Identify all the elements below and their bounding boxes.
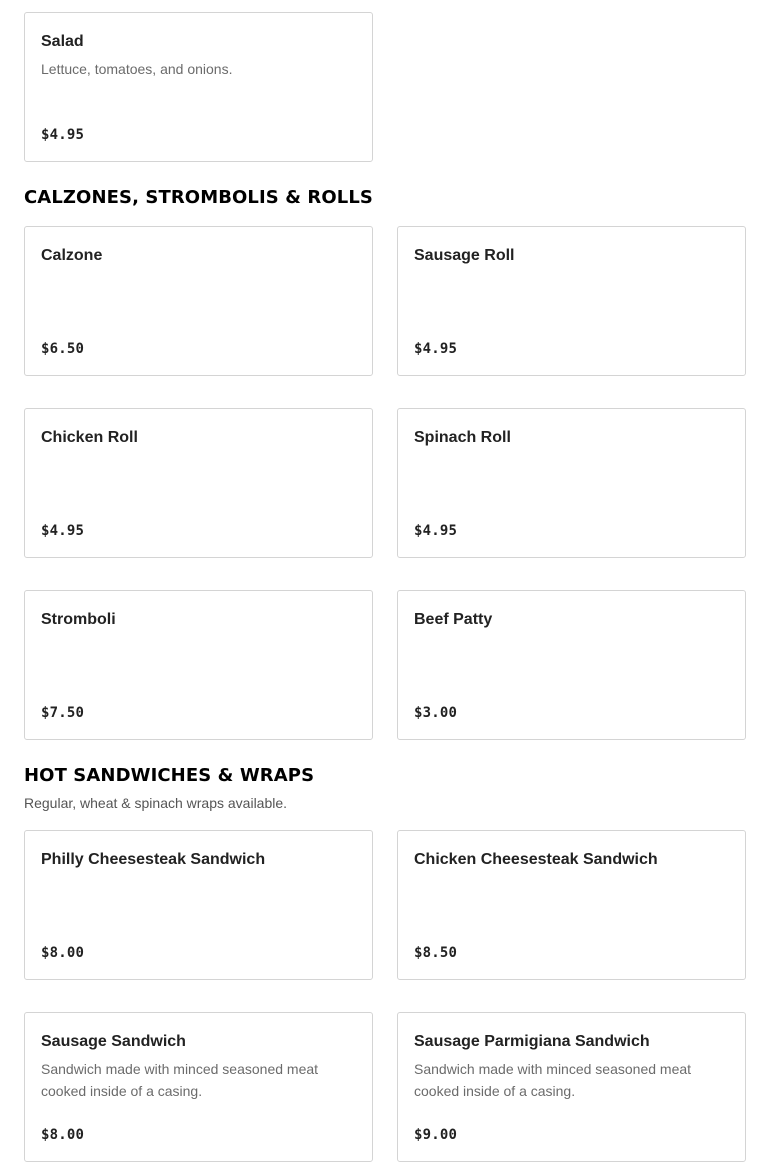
- menu-item-price: $8.00: [41, 945, 85, 961]
- menu-item-price: $7.50: [41, 705, 85, 721]
- menu-item-name: Salad: [41, 33, 84, 50]
- menu-item-price: $6.50: [41, 341, 85, 357]
- menu-item-price: $4.95: [414, 523, 458, 539]
- menu-item-card[interactable]: [397, 408, 746, 558]
- menu-item-description: Sandwich made with minced seasoned meat cooked inside of a casing.: [414, 1061, 692, 1099]
- menu-item-card[interactable]: [397, 226, 746, 376]
- menu-item-description: Sandwich made with minced seasoned meat cooked inside of a casing.: [41, 1061, 319, 1099]
- menu-item-price: $9.00: [414, 1127, 458, 1143]
- menu-item-card[interactable]: [24, 1012, 373, 1162]
- menu-item-card[interactable]: [397, 1012, 746, 1162]
- menu-item-card[interactable]: [24, 12, 373, 162]
- menu-item-card[interactable]: [397, 590, 746, 740]
- menu-item-card[interactable]: [397, 830, 746, 980]
- menu-item-price: $3.00: [414, 705, 458, 721]
- menu-item-price: $8.00: [41, 1127, 85, 1143]
- menu-item-name: Spinach Roll: [414, 429, 511, 446]
- menu-item-price: $8.50: [414, 945, 458, 961]
- menu-item-name: Sausage Parmigiana Sandwich: [414, 1033, 650, 1050]
- menu-item-card[interactable]: [24, 226, 373, 376]
- menu-item-price: $4.95: [41, 523, 85, 539]
- section-title: CALZONES, STROMBOLIS & ROLLS: [24, 187, 373, 208]
- menu-item-card[interactable]: [24, 830, 373, 980]
- menu-section-hot-sandwiches: [24, 764, 746, 1162]
- section-title: HOT SANDWICHES & WRAPS: [24, 765, 315, 786]
- section-subtitle: Regular, wheat & spinach wraps available.: [24, 795, 288, 811]
- menu-item-description: Lettuce, tomatoes, and onions.: [41, 61, 233, 77]
- menu-item-price: $4.95: [414, 341, 458, 357]
- menu-item-name: Philly Cheesesteak Sandwich: [41, 851, 266, 868]
- menu-item-card[interactable]: [24, 590, 373, 740]
- menu-item-name: Chicken Cheesesteak Sandwich: [414, 851, 658, 868]
- menu-grid: [24, 830, 746, 1162]
- menu-item-price: $4.95: [41, 127, 85, 143]
- menu-page: [24, 12, 746, 1162]
- menu-item-name: Calzone: [41, 247, 103, 264]
- menu-grid-top: [24, 12, 746, 162]
- menu-grid: [24, 226, 746, 740]
- menu-item-name: Chicken Roll: [41, 429, 138, 446]
- menu-item-name: Stromboli: [41, 611, 116, 628]
- menu-item-name: Sausage Sandwich: [41, 1033, 186, 1050]
- menu-item-name: Sausage Roll: [414, 247, 515, 264]
- menu-section-calzones: [24, 186, 746, 740]
- menu-item-card[interactable]: [24, 408, 373, 558]
- menu-item-name: Beef Patty: [414, 611, 493, 628]
